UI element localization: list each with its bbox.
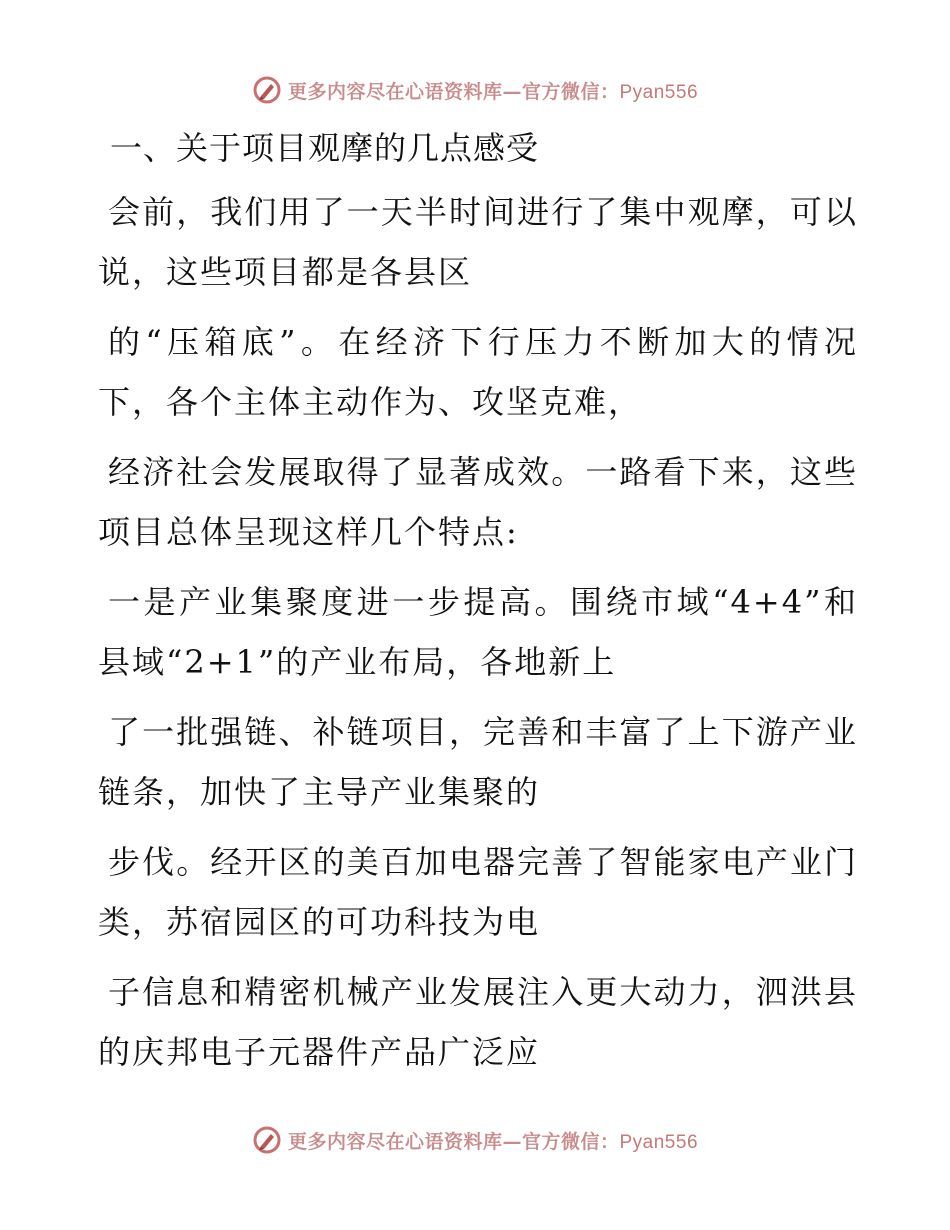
watermark-label: 更多内容尽在心语资料库—官方微信： [287,80,620,103]
section-heading: 一、关于项目观摩的几点感受 [110,129,540,167]
document-body [98,122,858,1092]
paragraph: 的“压箱底”。在经济下行压力不断加大的情况下，各个主体主动作为、攻坚克难， [98,323,858,421]
paragraph: 会前，我们用了一天半时间进行了集中观摩，可以说，这些项目都是各县区 [98,193,858,291]
watermark-id: Pyan556 [619,1131,699,1153]
footer-watermark [0,1120,950,1160]
pen-logo-icon [252,75,282,105]
header-watermark [0,70,950,110]
watermark-id: Pyan556 [619,81,699,103]
paragraph: 一是产业集聚度进一步提高。围绕市域“4+4”和县域“2+1”的产业布局，各地新上 [98,583,858,681]
paragraph: 经济社会发展取得了显著成效。一路看下来，这些项目总体呈现这样几个特点: [98,453,858,551]
watermark-text [288,1127,698,1154]
watermark-label: 更多内容尽在心语资料库—官方微信： [287,1130,620,1153]
paragraph: 了一批强链、补链项目，完善和丰富了上下游产业链条，加快了主导产业集聚的 [98,713,858,811]
paragraph: 步伐。经开区的美百加电器完善了智能家电产业门类，苏宿园区的可功科技为电 [98,843,858,941]
watermark-text [288,77,698,104]
pen-logo-icon [252,1125,282,1155]
paragraph: 子信息和精密机械产业发展注入更大动力，泗洪县的庆邦电子元器件产品广泛应 [98,973,858,1071]
